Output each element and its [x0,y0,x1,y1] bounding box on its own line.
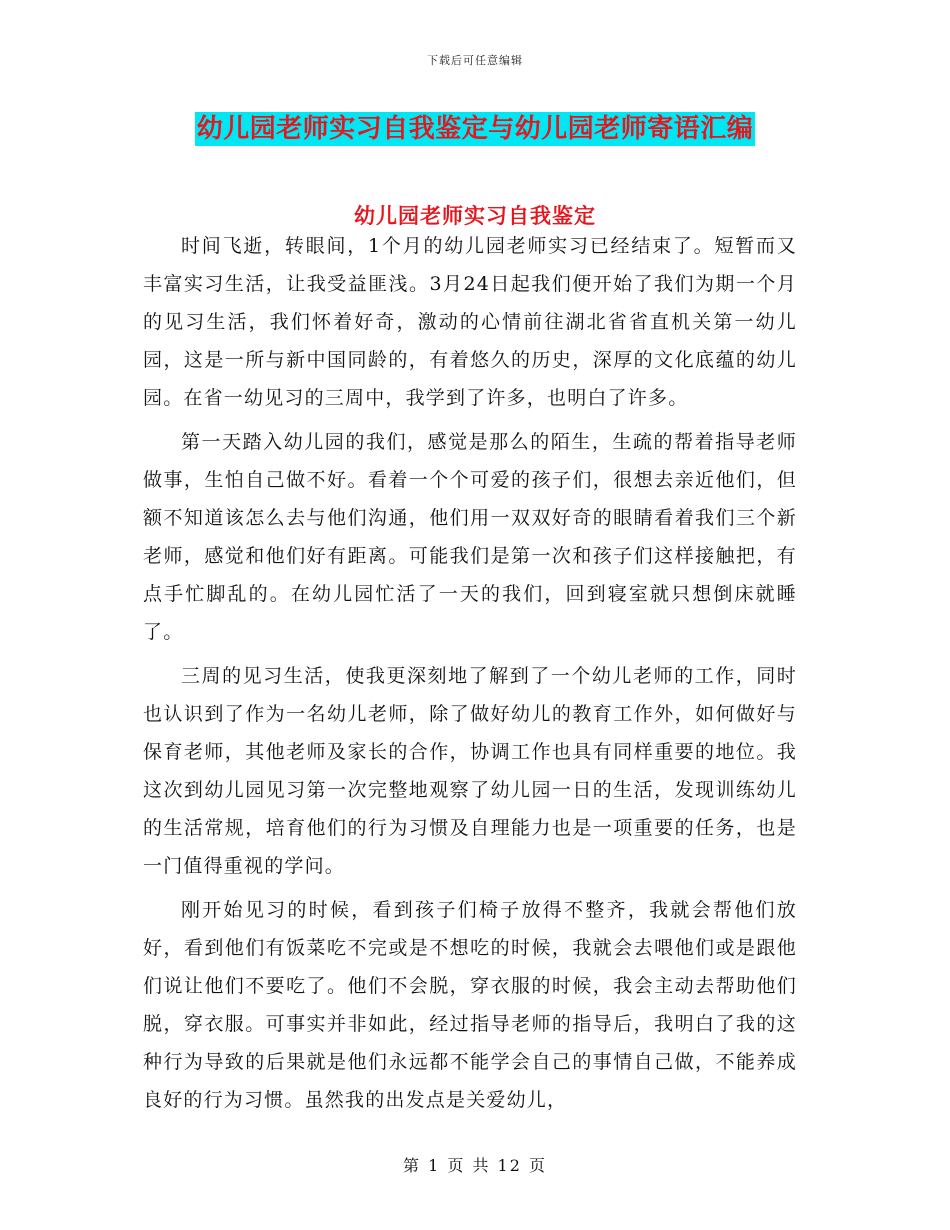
paragraph: 第一天踏入幼儿园的我们，感觉是那么的陌生，生疏的帮着指导老师做事，生怕自己做不好。看着一个个可爱的孩子们，很想去亲近他们，但额不知道该怎么去与他们沟通，他们用一双双好奇的眼睛看着我们三个新老师，感觉和他们好有距离。可能我们是第一次和孩子们这样接触把，有点手忙脚乱的。在幼儿园忙活了一天的我们，回到寝室就只想倒床就睡了。 [143,431,797,643]
section-title: 幼儿园老师实习自我鉴定 [354,203,596,228]
paragraph: 刚开始见习的时候，看到孩子们椅子放得不整齐，我就会帮他们放好，看到他们有饭菜吃不完或是不想吃的时候，我就会去喂他们或是跟他们说让他们不要吃了。他们不会脱，穿衣服的时候，我会主动去帮助他们脱，穿衣服。可事实并非如此，经过指导老师的指导后，我明白了我的这种行为导致的后果就是他们永远都不能学会自己的事情自己做，不能养成良好的行为习惯。虽然我的出发点是关爱幼儿， [143,899,797,1111]
main-title-container [0,112,950,146]
page-number-footer: 第 1 页 共 12 页 [403,1156,547,1175]
header-note: 下载后可任意编辑 [427,54,523,67]
body-text [143,227,797,1125]
paragraph: 三周的见习生活，使我更深刻地了解到了一个幼儿老师的工作，同时也认识到了作为一名幼儿老师，除了做好幼儿的教育工作外，如何做好与保育老师，其他老师及家长的合作，协调工作也具有同样重要的地位。我这次到幼儿园见习第一次完整地观察了幼儿园一日的生活，发现训练幼儿的生活常规，培育他们的行为习惯及自理能力也是一项重要的任务，也是一门值得重视的学问。 [143,665,797,877]
main-title: 幼儿园老师实习自我鉴定与幼儿园老师寄语汇编 [196,114,754,144]
paragraph: 时间飞逝，转眼间，1个月的幼儿园老师实习已经结束了。短暂而又丰富实习生活，让我受益匪浅。3月24日起我们便开始了我们为期一个月的见习生活，我们怀着好奇，激动的心情前往湖北省省直机关第一幼儿园，这是一所与新中国同龄的，有着悠久的历史，深厚的文化底蕴的幼儿园。在省一幼见习的三周中，我学到了许多，也明白了许多。 [143,235,797,409]
